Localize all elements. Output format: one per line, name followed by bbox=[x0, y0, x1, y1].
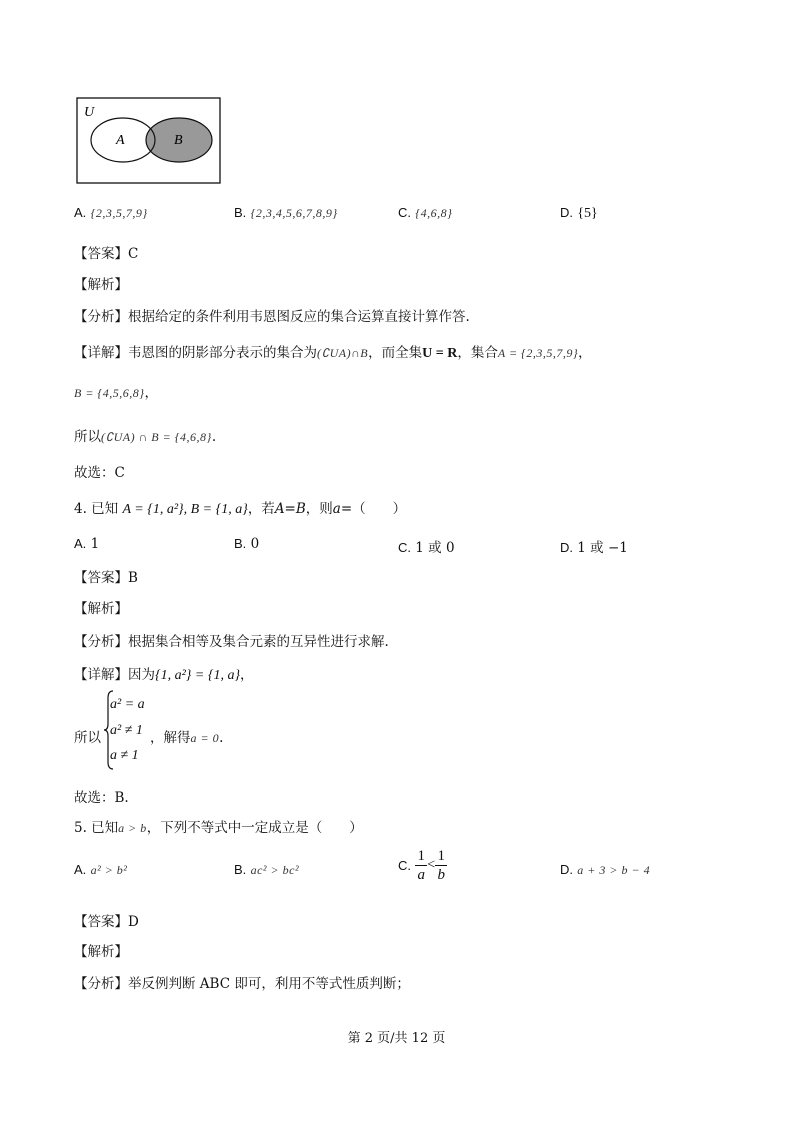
system-eq-1: a² = a bbox=[110, 697, 145, 712]
q5-option-d: D. a + 3 > b − 4 bbox=[560, 862, 651, 877]
frac-1-over-a: $\frac{1}{a}$ bbox=[415, 848, 427, 883]
q4-stem: 4. 已知 A = {1, a²}, B = {1, a}，若A=B，则a=（ ） bbox=[74, 501, 407, 517]
q3-xiangjie: 【详解】韦恩图的阴影部分表示的集合为(∁UA)∩B，而全集U = R，集合A = {2,3,5,7,9}， bbox=[74, 345, 592, 361]
q4-option-c: C. 1 或 0 bbox=[398, 540, 455, 556]
system-eq-3: a ≠ 1 bbox=[110, 748, 139, 763]
q3-answer: 【答案】C bbox=[74, 246, 139, 262]
q4-choice: 故选：B. bbox=[74, 790, 129, 806]
q3-analysis-title: 【解析】 bbox=[74, 277, 128, 293]
set-a-label: A bbox=[116, 133, 125, 148]
frac-1-over-b: $\frac{1}{b}$ bbox=[435, 848, 447, 883]
q4-xiangjie: 【详解】因为{1, a²} = {1, a}， bbox=[74, 667, 254, 683]
q4-solution: ，解得a = 0. bbox=[150, 730, 224, 746]
q4-answer: 【答案】B bbox=[74, 570, 138, 586]
q3-conclusion: 所以(∁UA) ∩ B = {4,6,8}. bbox=[74, 429, 217, 445]
venn-diagram bbox=[76, 97, 222, 185]
q5-answer: 【答案】D bbox=[74, 914, 139, 930]
system-eq-2: a² ≠ 1 bbox=[110, 723, 143, 738]
q4-option-b: B. 0 bbox=[234, 536, 260, 552]
q3-option-b: B. {2,3,4,5,6,7,8,9} bbox=[234, 205, 338, 220]
q3-option-a: A. {2,3,5,7,9} bbox=[74, 205, 148, 220]
page-footer: 第 2 页/共 12 页 bbox=[347, 1031, 446, 1046]
q5-option-b: B. ac² > bc² bbox=[234, 862, 300, 877]
q4-option-a: A. 1 bbox=[74, 536, 100, 552]
shaded-set-expr: (∁UA)∩B bbox=[317, 346, 369, 360]
q4-option-d: D. 1 或 −1 bbox=[560, 540, 628, 556]
q5-fenxi: 【分析】举反例判断 ABC 即可，利用不等式性质判断； bbox=[74, 976, 410, 992]
set-b-label: B bbox=[174, 133, 183, 148]
q4-suoyi: 所以 bbox=[74, 730, 101, 746]
q4-analysis-title: 【解析】 bbox=[74, 601, 128, 617]
q5-analysis-title: 【解析】 bbox=[74, 944, 128, 960]
q3-choice: 故选：C bbox=[74, 465, 125, 481]
q3-option-c: C. {4,6,8} bbox=[398, 205, 453, 220]
q4-fenxi: 【分析】根据集合相等及集合元素的互异性进行求解. bbox=[74, 634, 389, 650]
universe-label: U bbox=[84, 105, 95, 120]
q5-option-c: C. $\frac{1}{a}$ < $\frac{1}{b}$ bbox=[398, 848, 447, 883]
q3-fenxi: 【分析】根据给定的条件利用韦恩图反应的集合运算直接计算作答. bbox=[74, 309, 470, 325]
q5-option-a: A. a² > b² bbox=[74, 862, 128, 877]
q3-b-def: B = {4,5,6,8}， bbox=[74, 385, 159, 401]
q5-stem: 5. 已知a > b，下列不等式中一定成立是（ ） bbox=[74, 820, 363, 836]
q3-option-d: D. {5} bbox=[560, 205, 598, 221]
